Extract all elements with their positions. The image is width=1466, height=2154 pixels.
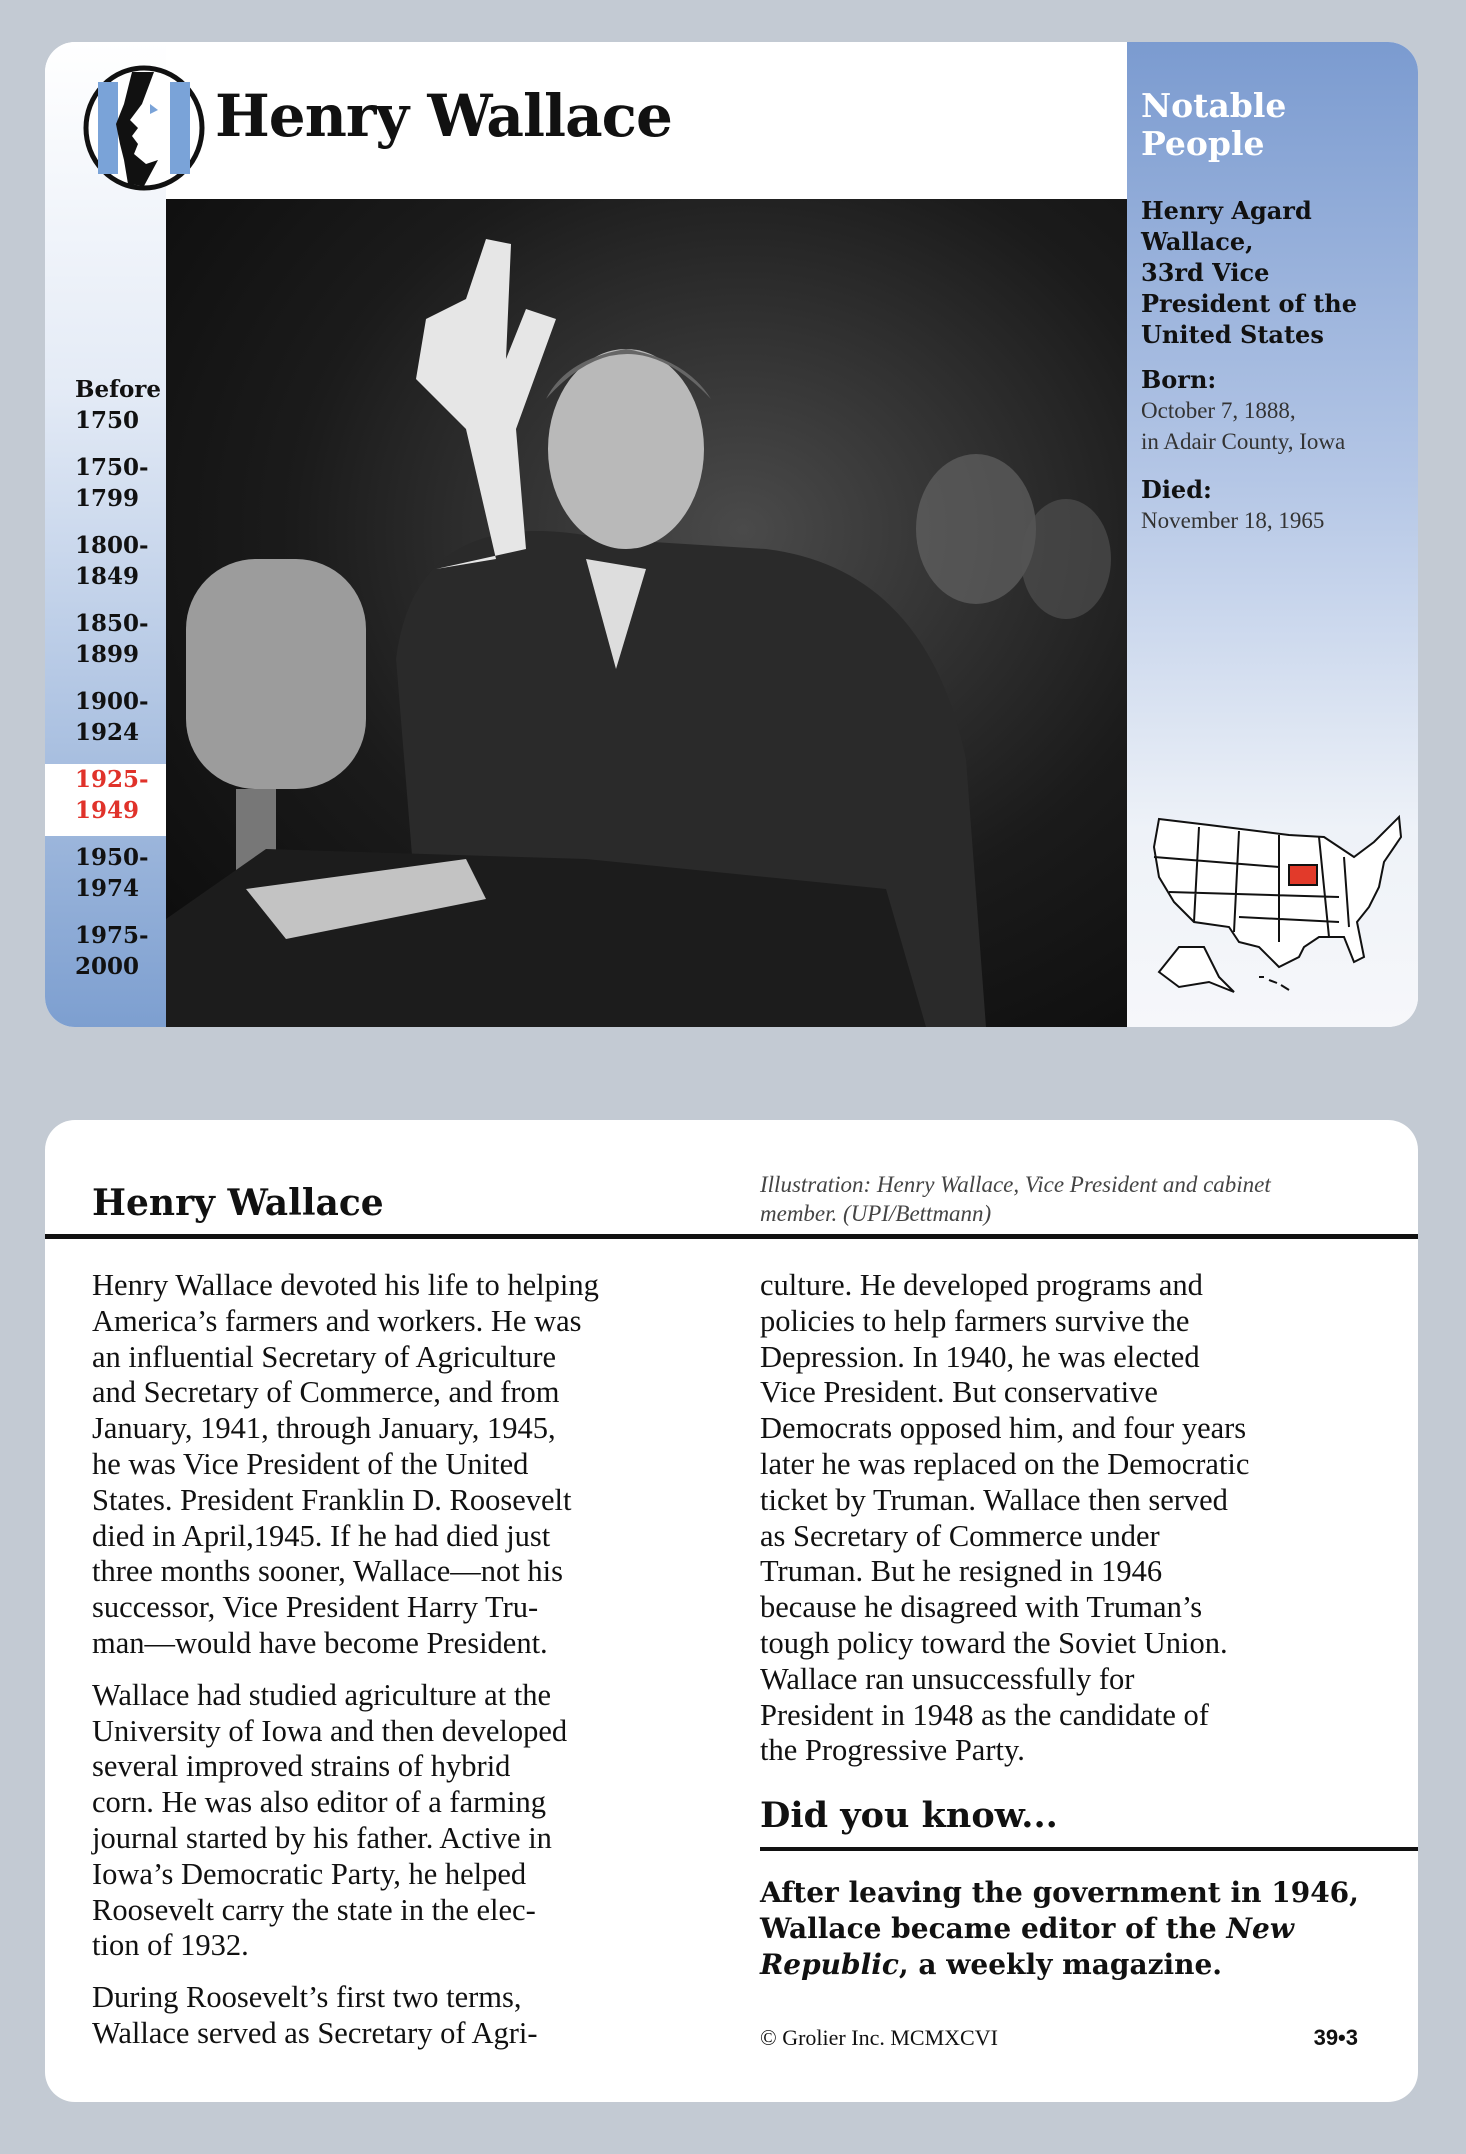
timeline-item bbox=[45, 920, 166, 992]
text-line: he was Vice President of the United bbox=[92, 1446, 529, 1481]
born-value: October 7, 1888, in Adair County, Iowa bbox=[1141, 398, 1346, 454]
timeline-label: 1850- bbox=[75, 610, 149, 637]
full-name-line: President of the bbox=[1141, 289, 1358, 318]
timeline-label: 1924 bbox=[75, 719, 140, 746]
timeline-label: 1750- bbox=[75, 454, 149, 481]
photo-caption: Illustration: Henry Wallace, Vice President and cabinet member. (UPI/Bettmann) bbox=[760, 1172, 1271, 1226]
did-you-know-text: After leaving the government in 1946, Wallace became editor of the New Republic, a weekly magazine. bbox=[760, 1876, 1359, 1981]
text-line: Wallace had studied agriculture at the bbox=[92, 1677, 552, 1712]
full-name-line: United States bbox=[1141, 320, 1324, 349]
text-line: tough policy toward the Soviet Union. bbox=[760, 1625, 1228, 1660]
text-line: Iowa’s Democratic Party, he helped bbox=[92, 1856, 527, 1891]
died-value: November 18, 1965 bbox=[1141, 508, 1325, 533]
card-title: Henry Wallace bbox=[215, 82, 672, 150]
text-line: Democrats opposed him, and four years bbox=[760, 1411, 1247, 1446]
timeline-item bbox=[45, 374, 166, 446]
text-line: ticket by Truman. Wallace then served bbox=[760, 1482, 1228, 1517]
timeline-label: 1799 bbox=[75, 485, 140, 512]
text-line: culture. He developed programs and bbox=[760, 1268, 1203, 1302]
timeline-label: 1849 bbox=[75, 563, 140, 590]
timeline-label: 1900- bbox=[75, 688, 149, 715]
profile-logo-icon bbox=[80, 64, 208, 192]
paragraph bbox=[92, 1268, 732, 1662]
timeline-item bbox=[45, 764, 166, 836]
back-title: Henry Wallace bbox=[92, 1182, 384, 1224]
born-label: Born: bbox=[1141, 365, 1217, 394]
text-line: America’s farmers and workers. He was bbox=[92, 1303, 582, 1338]
text-line: and Secretary of Commerce, and from bbox=[92, 1375, 560, 1410]
timeline-label: Before bbox=[75, 376, 162, 403]
full-name bbox=[1141, 195, 1357, 350]
text-line: Wallace served as Secretary of Agri- bbox=[92, 2015, 538, 2050]
text-line: Wallace ran unsuccessfully for bbox=[760, 1661, 1135, 1696]
body-left-column bbox=[92, 1268, 732, 2068]
paragraph bbox=[92, 1678, 732, 1964]
text-line: successor, Vice President Harry Tru- bbox=[92, 1590, 539, 1625]
body-right-column bbox=[760, 1268, 1400, 1785]
paragraph bbox=[760, 1268, 1400, 1769]
text-line: died in April,1945. If he had died just bbox=[92, 1518, 551, 1553]
text-line: Depression. In 1940, he was elected bbox=[760, 1339, 1200, 1374]
timeline-label: 1974 bbox=[75, 875, 140, 902]
iowa-highlight bbox=[1289, 865, 1317, 885]
front-card bbox=[45, 42, 1418, 1027]
text-line: President in 1948 as the candidate of bbox=[760, 1697, 1209, 1732]
timeline-item bbox=[45, 686, 166, 758]
timeline-label: 1950- bbox=[75, 844, 149, 871]
text-line: as Secretary of Commerce under bbox=[760, 1518, 1160, 1553]
did-you-know-divider bbox=[760, 1847, 1418, 1851]
text-line: corn. He was also editor of a farming bbox=[92, 1785, 546, 1820]
timeline-label: 1800- bbox=[75, 532, 149, 559]
timeline-item bbox=[45, 530, 166, 602]
text-line: several improved strains of hybrid bbox=[92, 1749, 511, 1784]
info-sidebar bbox=[1127, 42, 1418, 1027]
paragraph bbox=[92, 1980, 732, 2052]
timeline-label: 1750 bbox=[75, 407, 140, 434]
full-name-line: 33rd Vice bbox=[1141, 258, 1270, 287]
copyright: © Grolier Inc. MCMXCVI bbox=[760, 2025, 998, 2050]
full-name-line: Henry Agard bbox=[1141, 196, 1312, 225]
timeline-label: 1975- bbox=[75, 922, 149, 949]
text-line: Truman. But he resigned in 1946 bbox=[760, 1554, 1163, 1589]
text-line: Henry Wallace devoted his life to helping bbox=[92, 1268, 599, 1302]
card-number: 39•3 bbox=[1313, 2025, 1358, 2050]
text-line: an influential Secretary of Agriculture bbox=[92, 1339, 557, 1374]
text-line: the Progressive Party. bbox=[760, 1733, 1025, 1768]
text-line: tion of 1932. bbox=[92, 1928, 249, 1963]
text-line: later he was replaced on the Democratic bbox=[760, 1446, 1250, 1481]
text-line: Vice President. But conservative bbox=[760, 1375, 1158, 1410]
text-line: Roosevelt carry the state in the elec- bbox=[92, 1892, 536, 1927]
timeline-item bbox=[45, 608, 166, 680]
back-card bbox=[45, 1120, 1418, 2102]
text-line: States. President Franklin D. Roosevelt bbox=[92, 1482, 572, 1517]
timeline-item bbox=[45, 842, 166, 914]
did-you-know-heading: Did you know... bbox=[760, 1795, 1058, 1836]
text-line: journal started by his father. Active in bbox=[92, 1820, 552, 1855]
full-name-line: Wallace, bbox=[1141, 227, 1254, 256]
timeline-label: 2000 bbox=[75, 953, 140, 980]
text-line: man—would have become President. bbox=[92, 1625, 548, 1660]
timeline-label: 1925- bbox=[75, 766, 149, 793]
text-line: policies to help farmers survive the bbox=[760, 1303, 1190, 1338]
text-line: January, 1941, through January, 1945, bbox=[92, 1411, 556, 1446]
timeline-label: 1899 bbox=[75, 641, 140, 668]
text-line: University of Iowa and then developed bbox=[92, 1713, 568, 1748]
portrait-photo bbox=[166, 199, 1127, 1027]
text-line: three months sooner, Wallace—not his bbox=[92, 1554, 563, 1589]
timeline-item bbox=[45, 452, 166, 524]
timeline-label: 1949 bbox=[75, 797, 140, 824]
header-divider bbox=[45, 1234, 1418, 1239]
text-line: because he disagreed with Truman’s bbox=[760, 1590, 1203, 1625]
category-label: Notable People bbox=[1141, 86, 1287, 163]
died-label: Died: bbox=[1141, 475, 1212, 504]
text-line: During Roosevelt’s first two terms, bbox=[92, 1980, 522, 2015]
us-map-icon bbox=[1139, 797, 1409, 997]
